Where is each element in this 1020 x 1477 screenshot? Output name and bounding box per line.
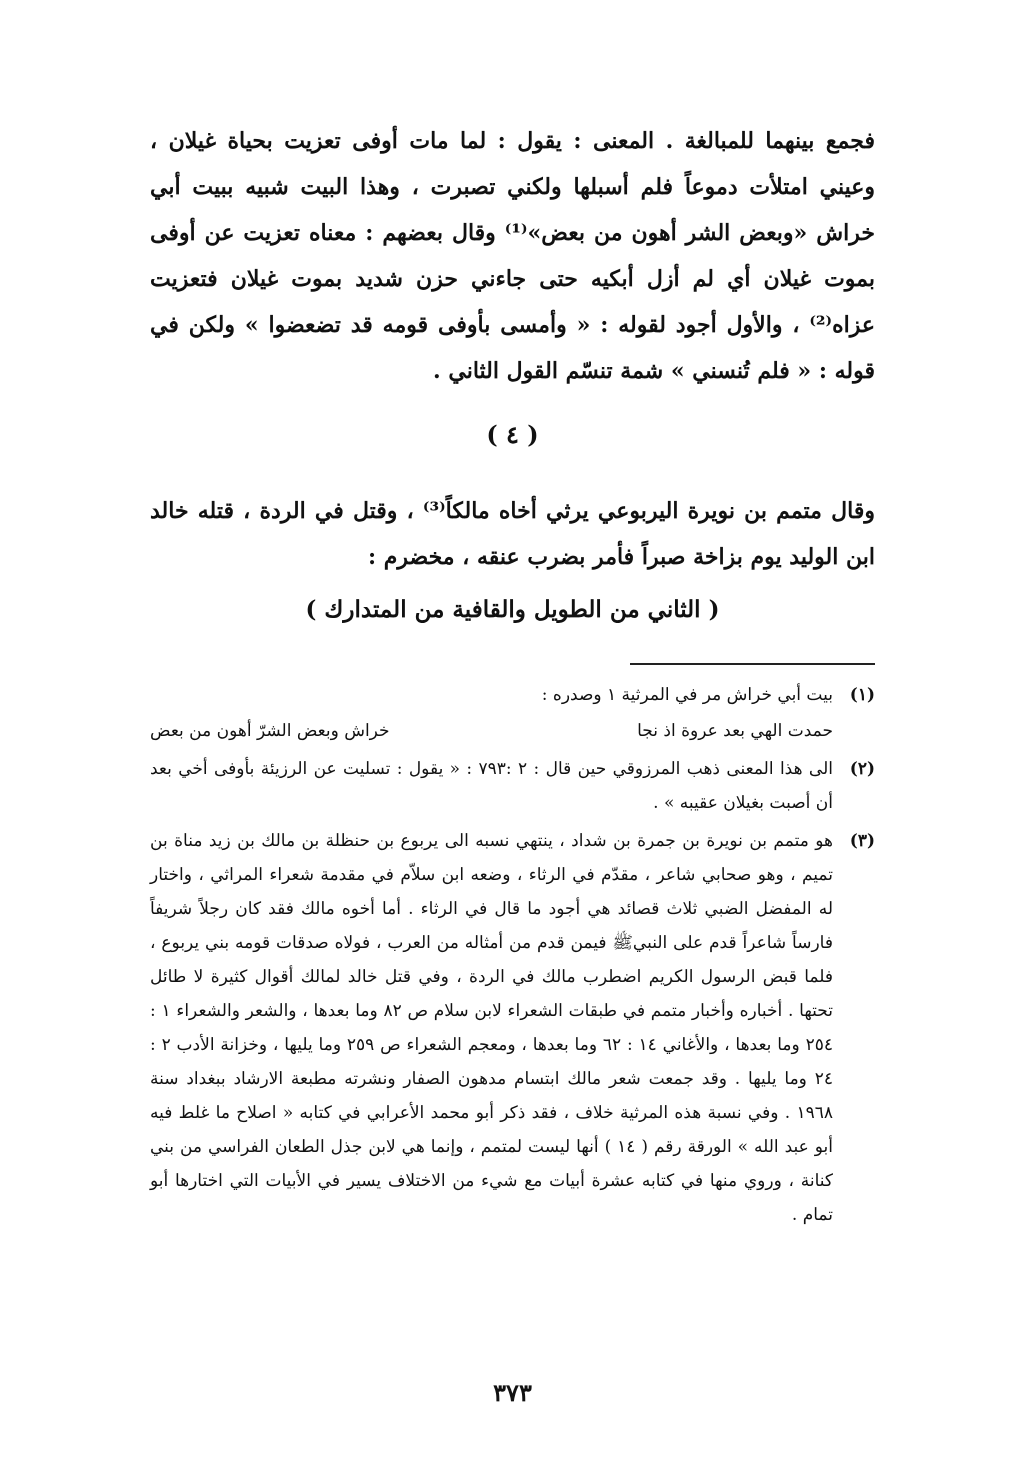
footnote-verse: [150, 714, 833, 748]
poem-intro: وقال متمم بن نويرة اليربوعي يرثي أخاه مالكاً⁽³⁾ ، وقتل في الردة ، قتله خالد ابن الوليد يوم بزاخة صبراً فأمر بضرب عنقه ، مخضرم :: [150, 498, 875, 570]
footnotes: [150, 678, 875, 1236]
verse-second-hemistich: خراش وبعض الشرّ أهون من بعض: [150, 721, 390, 741]
footnote-number: (٢): [849, 759, 875, 779]
footnote-body: [150, 678, 833, 748]
footnote-2: [150, 752, 875, 820]
poem-meter: ( الثاني من الطويل والقافية من المتدارك ): [305, 596, 720, 623]
page-number: ٣٧٣: [493, 1378, 532, 1407]
footnote-text: بيت أبي خراش مر في المرثية ١ وصدره :: [541, 685, 833, 705]
commentary-text: فجمع بينهما للمبالغة . المعنى : يقول : لما مات أوفى تعزيت بحياة غيلان ، وعيني امتلأت دموعاً فلم أسبلها ولكني تصبرت ، وهذا البيت شبيه ببيت أبي خراش «وبعض الشر أهون من بعض»⁽¹⁾ وقال بعضهم : معناه تعزيت عن أوفى بموت غيلان أي لم أزل أبكيه حتى جاءني حزن شديد بموت غيلان فتعزيت عزاه⁽²⁾ ، والأول أجود لقوله : « وأمسى بأوفى قومه قد تضعضوا » ولكن في قوله : « فلم تُنسني » شمة تنسّم القول الثاني .: [150, 128, 875, 384]
footnote-text: الى هذا المعنى ذهب المرزوقي حين قال : ٢ :٧٩٣ : « يقول : تسليت عن الرزيئة بأوفى أخي بعد أن أصبت بغيلان عقيبه » .: [150, 759, 833, 813]
footnote-3: [150, 824, 875, 1232]
footnote-text: هو متمم بن نويرة بن جمرة بن شداد ، ينتهي نسبه الى يربوع بن حنظلة بن مالك بن زيد مناة بن تميم ، وهو صحابي شاعر ، مقدّم في الرثاء ، وضعه ابن سلاّم في مقدمة شعراء المراثي ، واختار له المفضل الضبي ثلاث قصائد هي أجود ما قال في الرثاء . أما أخوه مالك فقد كان رجلاً شريفاً فارساً شاعراً قدم على النبيﷺ فيمن قدم من أمثاله من العرب ، فولاه صدقات قومه بني يربوع ، فلما قبض الرسول الكريم اضطرب مالك في الردة ، وفي قتل خالد لمالك أقوال كثيرة لا طائل تحتها . أخباره وأخبار متمم في طبقات الشعراء لابن سلام ص ٨٢ وما بعدها ، والشعر والشعراء ١ : ٢٥٤ وما بعدها ، والأغاني ١٤ : ٦٢ وما بعدها ، ومعجم الشعراء ص ٢٥٩ وما يليها ، وخزانة الأدب ٢ : ٢٤ وما يليها . وقد جمعت شعر مالك ابتسام مدهون الصفار ونشرته مطبعة الارشاد ببغداد سنة ١٩٦٨ . وفي نسبة هذه المرثية خلاف ، فقد ذكر أبو محمد الأعرابي في كتابه « اصلاح ما غلط فيه أبو عبد الله » الورقة رقم ( ١٤ ) أنها ليست لمتمم ، وإنما هي لابن جذل الطعان الفراسي من بني كنانة ، وروي منها في كتابه عشرة أبيات مع شيء من الاختلاف يسير في الأبيات التي اختارها أبو تمام .: [150, 831, 833, 1225]
verse-first-hemistich: حمدت الهي بعد عروة اذ نجا: [637, 721, 833, 741]
footnote-number: (١): [849, 685, 875, 705]
commentary-paragraph: [150, 118, 875, 394]
footnote-1: [150, 678, 875, 748]
poem-number: ( ٤ ): [486, 420, 539, 449]
footnote-divider: [630, 663, 875, 665]
footnote-number: (٣): [849, 831, 875, 851]
